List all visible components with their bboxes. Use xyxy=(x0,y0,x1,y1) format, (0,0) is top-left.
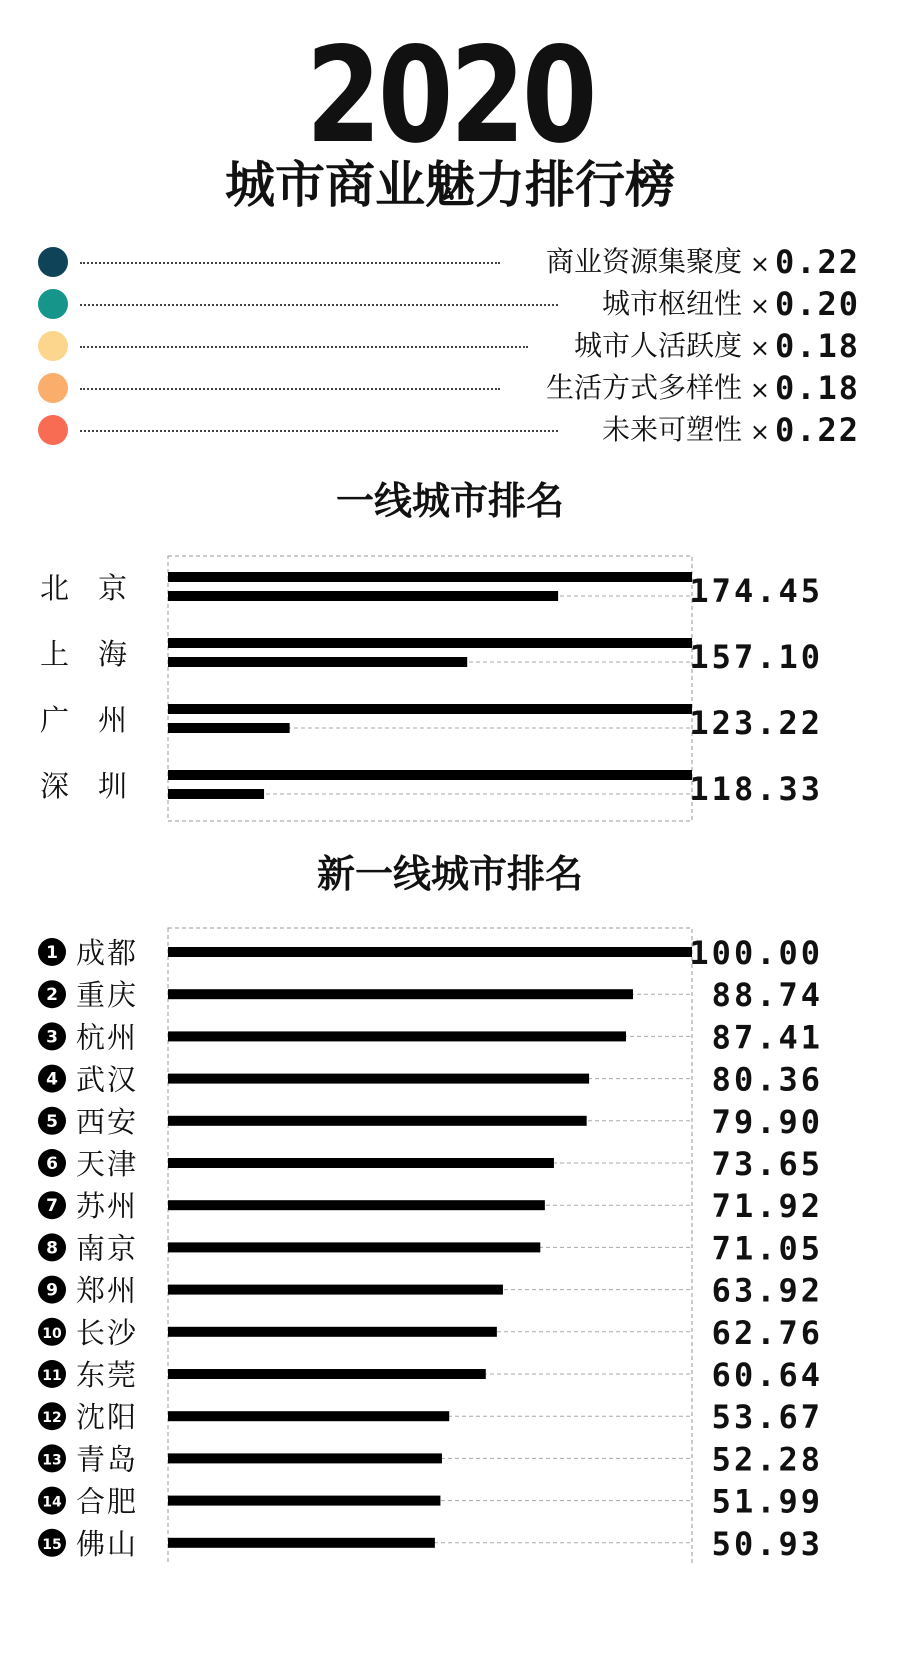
bar-full-segment xyxy=(168,704,692,714)
rank-number: 13 xyxy=(42,1452,62,1469)
value-label: 87.41 xyxy=(711,1018,823,1057)
bar xyxy=(168,1031,626,1041)
bar-full-segment xyxy=(168,572,692,582)
rank-number: 6 xyxy=(46,1154,58,1174)
value-label: 79.90 xyxy=(711,1102,823,1141)
value-label: 71.05 xyxy=(711,1229,823,1268)
city-label: 沈阳 xyxy=(76,1400,139,1435)
value-label: 60.64 xyxy=(711,1356,823,1394)
legend-weight: 0.20 xyxy=(774,285,860,323)
bar xyxy=(168,947,692,957)
value-label: 50.93 xyxy=(711,1524,823,1563)
rank-number: 1 xyxy=(46,943,58,963)
bar xyxy=(168,1200,545,1210)
city-label: 成都 xyxy=(76,936,139,970)
rank-number: 4 xyxy=(46,1069,58,1090)
city-label: 天津 xyxy=(76,1147,139,1181)
bar xyxy=(168,1369,486,1379)
value-label: 62.76 xyxy=(711,1313,823,1352)
legend-multiplier: × xyxy=(749,334,770,362)
year-heading: 2020 xyxy=(305,19,595,173)
value-label: 157.10 xyxy=(689,638,823,676)
bar xyxy=(168,1327,497,1337)
new-tier1-chart xyxy=(0,925,900,1565)
city-label: 广 州 xyxy=(40,703,128,737)
city-label: 武汉 xyxy=(76,1062,139,1097)
rank-number: 9 xyxy=(46,1280,58,1301)
city-label: 苏州 xyxy=(76,1189,139,1224)
bar xyxy=(168,989,633,999)
rank-number: 5 xyxy=(46,1111,58,1132)
value-label: 51.99 xyxy=(711,1482,823,1521)
city-label: 重庆 xyxy=(76,978,139,1013)
city-label: 佛山 xyxy=(76,1526,139,1561)
city-label: 合肥 xyxy=(76,1484,139,1519)
legend-item xyxy=(38,369,860,407)
legend-leader-line xyxy=(80,346,528,348)
bar-remainder-segment xyxy=(168,723,290,733)
legend-color-dot xyxy=(38,415,68,445)
rank-number: 10 xyxy=(42,1325,62,1342)
value-label: 73.65 xyxy=(711,1145,823,1183)
bar xyxy=(168,1285,503,1295)
bar xyxy=(168,1116,587,1126)
value-label: 118.33 xyxy=(689,770,823,808)
legend-item xyxy=(38,327,860,365)
rank-number: 14 xyxy=(42,1494,62,1511)
bar xyxy=(168,1158,554,1168)
value-label: 63.92 xyxy=(711,1271,823,1310)
bar xyxy=(168,1496,440,1506)
bar xyxy=(168,1411,449,1421)
bar-remainder-segment xyxy=(168,789,264,799)
value-label: 80.36 xyxy=(711,1060,823,1099)
city-label: 西安 xyxy=(76,1104,139,1139)
city-label: 东莞 xyxy=(76,1358,139,1392)
legend-leader-line xyxy=(80,430,558,432)
bar xyxy=(168,1242,540,1252)
legend-label: 生活方式多样性 xyxy=(545,371,742,404)
value-label: 123.22 xyxy=(689,704,823,742)
bar xyxy=(168,1538,435,1548)
rank-number: 7 xyxy=(46,1196,58,1217)
bar xyxy=(168,1074,589,1084)
legend-color-dot xyxy=(38,289,68,319)
page-title: 城市商业魅力排行榜 xyxy=(225,156,675,214)
bar-full-segment xyxy=(168,770,692,780)
value-label: 52.28 xyxy=(711,1440,823,1479)
legend-leader-line xyxy=(80,304,558,306)
legend-color-dot xyxy=(38,373,68,403)
legend-weight: 0.22 xyxy=(774,411,860,449)
legend-label: 商业资源集聚度 xyxy=(545,245,742,278)
legend-label: 未来可塑性 xyxy=(601,413,742,446)
value-label: 100.00 xyxy=(689,934,823,972)
legend-color-dot xyxy=(38,331,68,361)
legend-label: 城市枢纽性 xyxy=(601,287,742,320)
bar-remainder-segment xyxy=(168,657,467,667)
section-title-tier1: 一线城市排名 xyxy=(335,479,564,523)
legend-label: 城市人活跃度 xyxy=(573,329,742,362)
legend-weight: 0.22 xyxy=(774,243,860,281)
legend-color-dot xyxy=(38,247,68,277)
rank-number: 15 xyxy=(42,1536,62,1553)
legend-multiplier: × xyxy=(749,418,770,446)
legend-item xyxy=(38,243,860,281)
legend-leader-line xyxy=(80,388,500,390)
bar-full-segment xyxy=(168,638,692,648)
city-label: 青岛 xyxy=(76,1442,139,1477)
value-label: 174.45 xyxy=(689,572,823,610)
value-label: 88.74 xyxy=(711,976,823,1015)
legend-multiplier: × xyxy=(749,250,770,278)
city-label: 南京 xyxy=(76,1231,139,1266)
value-label: 53.67 xyxy=(711,1398,823,1437)
rank-number: 2 xyxy=(46,985,58,1006)
bar-remainder-segment xyxy=(168,591,558,601)
rank-number: 3 xyxy=(46,1027,58,1048)
value-label: 71.92 xyxy=(711,1187,823,1226)
city-label: 长沙 xyxy=(76,1315,139,1350)
city-label: 杭州 xyxy=(76,1020,139,1055)
legend-item xyxy=(38,285,860,323)
rank-number: 11 xyxy=(42,1368,62,1384)
city-label: 北 京 xyxy=(40,571,128,605)
rank-number: 12 xyxy=(42,1410,62,1427)
rank-number: 8 xyxy=(46,1238,58,1259)
tier1-chart xyxy=(0,548,900,823)
city-label: 上 海 xyxy=(40,637,128,671)
bar xyxy=(168,1453,442,1463)
legend-weight: 0.18 xyxy=(774,327,860,365)
legend-multiplier: × xyxy=(749,292,770,320)
legend-leader-line xyxy=(80,262,500,264)
city-label: 深 圳 xyxy=(40,769,128,803)
legend-item xyxy=(38,411,860,449)
city-label: 郑州 xyxy=(76,1273,139,1308)
legend-weight: 0.18 xyxy=(774,369,860,407)
legend-multiplier: × xyxy=(749,376,770,404)
section-title-new-tier1: 新一线城市排名 xyxy=(316,852,583,896)
